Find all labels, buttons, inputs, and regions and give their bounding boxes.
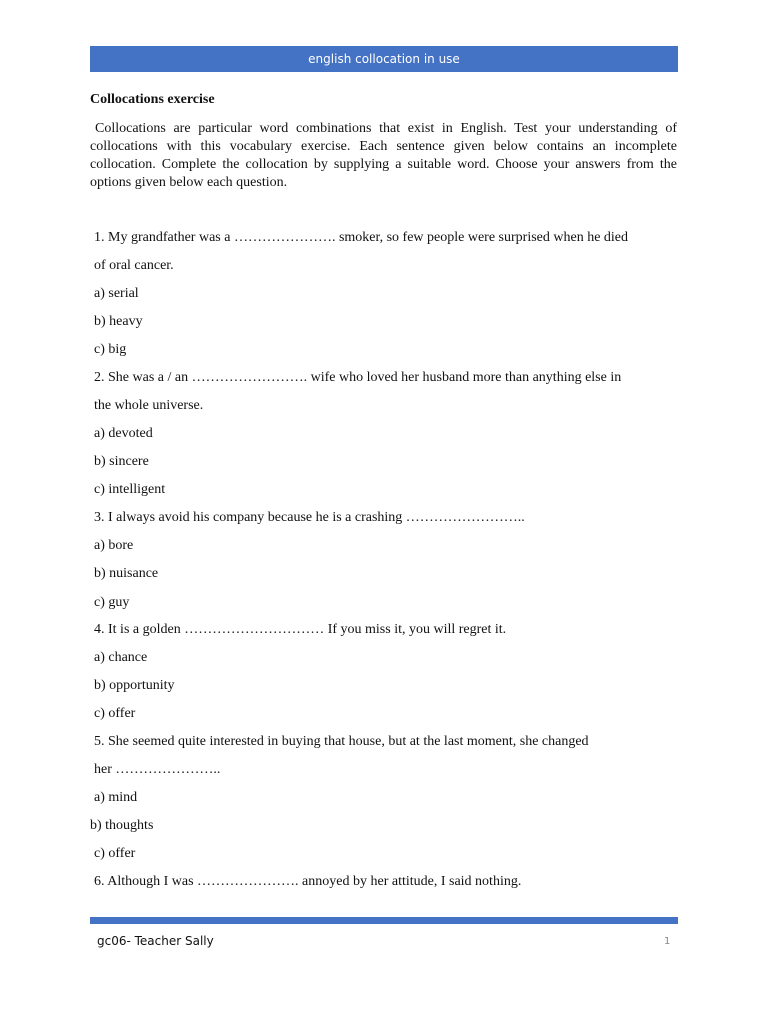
question-2-option-a: a) devoted	[94, 426, 153, 441]
question-1-line-1: 1. My grandfather was a …………………. smoker, so few people were surprised when he died	[94, 230, 629, 245]
question-3-option-b: b) nuisance	[94, 566, 159, 581]
intro-paragraph: Collocations are particular word combinations that exist in English. Test your understanding of collocations with this vocabulary exercise. Each sentence given below contains an incomplete collocation. Complete the collocation by supplying a suitable word. Choose your answers from the options given below each question.	[90, 121, 677, 190]
question-4-option-a: a) chance	[94, 650, 148, 665]
question-1-option-a: a) serial	[94, 286, 139, 301]
question-1-option-b: b) heavy	[94, 314, 143, 329]
footer-divider	[90, 917, 678, 924]
document-header-bar	[90, 46, 678, 72]
question-5-line-2: her …………………..	[94, 762, 221, 777]
question-4-option-b: b) opportunity	[94, 678, 175, 693]
question-6-line-1: 6. Although I was …………………. annoyed by her attitude, I said nothing.	[94, 874, 522, 889]
question-4-line-1: 4. It is a golden ………………………… If you miss it, you will regret it.	[94, 622, 507, 637]
exercise-heading: Collocations exercise	[90, 92, 215, 107]
question-3-line-1: 3. I always avoid his company because he is a crashing ……………………..	[94, 510, 525, 525]
question-5-line-1: 5. She seemed quite interested in buying that house, but at the last moment, she changed	[94, 734, 589, 749]
question-2-option-b: b) sincere	[94, 454, 149, 469]
question-4-option-c: c) offer	[94, 706, 136, 721]
question-1-line-2: of oral cancer.	[94, 258, 174, 273]
header-title: english collocation in use	[308, 52, 460, 66]
question-3-option-a: a) bore	[94, 538, 134, 553]
question-5-option-c: c) offer	[94, 846, 136, 861]
question-5-option-a: a) mind	[94, 790, 138, 805]
question-3-option-c: c) guy	[94, 595, 130, 610]
footer-author: gc06- Teacher Sally	[97, 934, 214, 948]
question-2-line-1: 2. She was a / an ……………………. wife who loved her husband more than anything else in	[94, 370, 622, 385]
question-2-line-2: the whole universe.	[94, 398, 204, 413]
question-2-option-c: c) intelligent	[94, 482, 166, 497]
page-number: 1	[664, 936, 671, 947]
question-1-option-c: c) big	[94, 342, 127, 357]
question-5-option-b: b) thoughts	[90, 818, 154, 833]
